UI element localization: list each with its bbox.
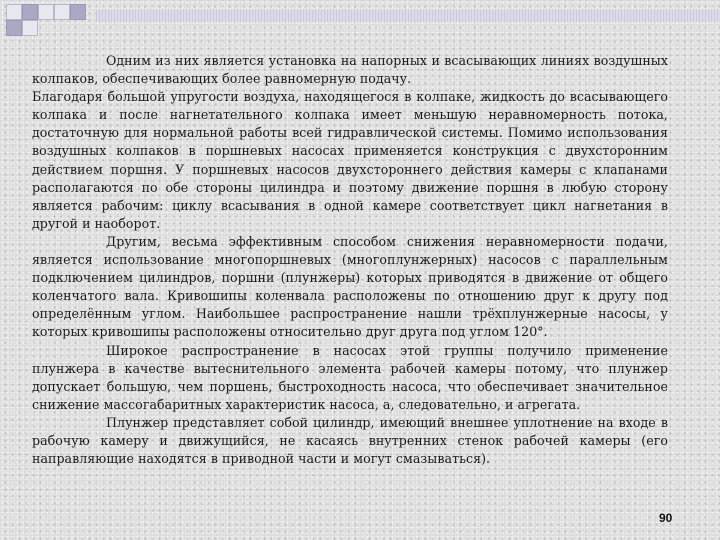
decor-stripe-band [96,10,720,22]
paragraph: Другим, весьма эффективным способом снижения неравномерности подачи, является использование многопоршневых (многоплунжерных) насосов с параллельным подключением цилиндров, поршни (плунжеры) которых приводятся в движение от общего коленчатого вала. Кривошипы коленвала расположены по отношению друг к другу под определённым углом. Наибольшее распространение нашли трёхплунжерные насосы, у которых кривошипы расположены относительно друг друга под углом 120°. [32,233,668,340]
page-number: 90 [659,511,673,525]
paragraph: Плунжер представляет собой цилиндр, имеющий внешнее уплотнение на входе в рабочую камеру и движущийся, не касаясь внутренних стенок рабочей камеры (его направляющие находятся в приводной части и могут смазываться). [32,414,668,467]
decor-square [38,4,54,20]
body-text [32,52,668,468]
decor-square [22,20,38,36]
paragraph: Одним из них является установка на напорных и всасывающих линиях воздушных колпаков, обеспечивающих более равномерную подачу. [32,53,668,87]
decor-square [70,4,86,20]
paragraph: Широкое распространение в насосах этой группы получило применение плунжера в качестве вытеснительного элемента рабочей камеры потому, что плунжер допускает большую, чем поршень, быстроходность насоса, что обеспечивает значительное снижение массогабаритных характеристик насоса, а, следовательно, и агрегата. [32,342,668,412]
decorative-header [0,0,720,40]
decor-square [6,4,22,20]
decor-square [22,4,38,20]
decor-square [6,20,22,36]
decor-square [54,4,70,20]
paragraph: Благодаря большой упругости воздуха, находящегося в колпаке, жидкость до всасывающего колпака и после нагнетательного колпака имеет меньшую неравномерность потока, достаточную для нормальной работы всей гидравлической системы. Помимо использования воздушных колпаков в поршневых насосах применяется конструкция с двухсторонним действием поршня. У поршневых насосов двухстороннего действия камеры с клапанами располагаются по обе стороны цилиндра и поэтому движение поршня в любую сторону является рабочим: циклу всасывания в одной камере соответствует цикл нагнетания в другой и наоборот. [32,89,668,231]
